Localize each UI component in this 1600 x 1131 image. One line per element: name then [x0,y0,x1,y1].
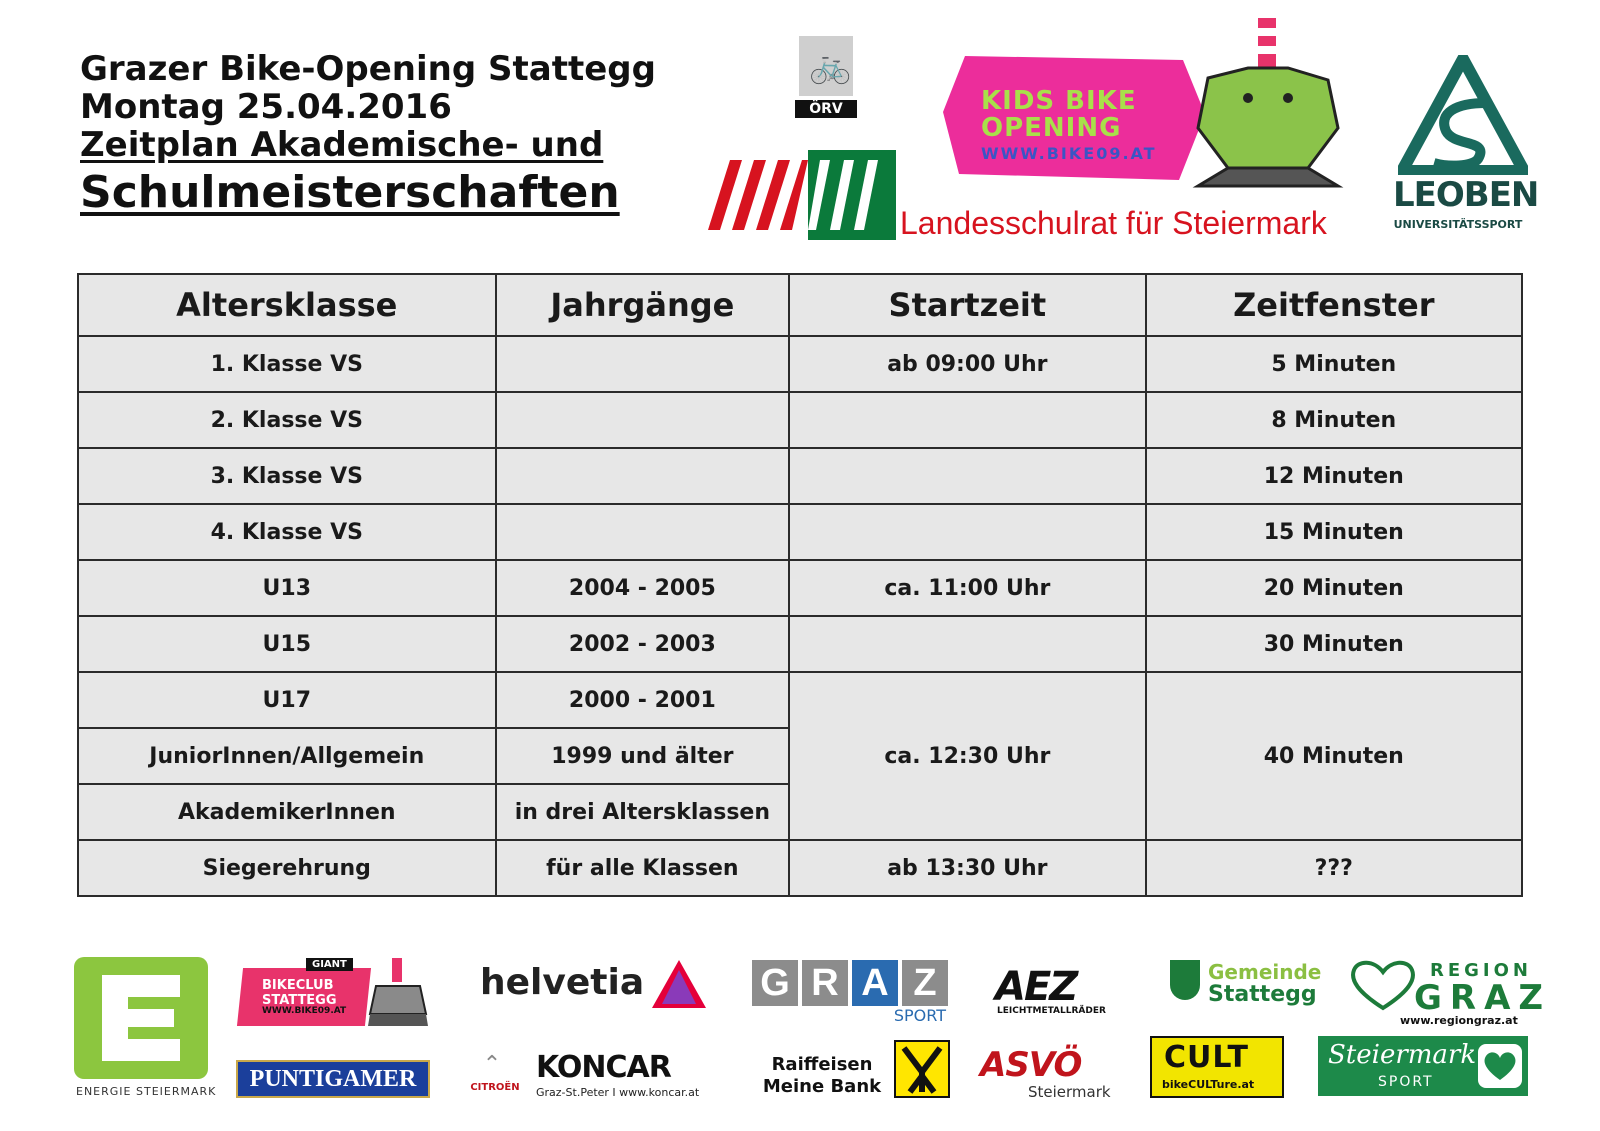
graz-tile-g: G [752,960,798,1006]
orv-logo [793,36,859,118]
table-row [78,336,1522,392]
cell-klasse: 1. Klasse VS [78,336,496,392]
helvetia-triangle-icon [652,960,706,1008]
helvetia-wordmark: helvetia [480,962,645,1003]
cell-fenster: ??? [1146,840,1522,896]
leoben-logo [1393,55,1539,235]
cell-jahrgang: 1999 und älter [496,728,790,784]
energie-caption: ENERGIE STEIERMARK [76,1085,217,1098]
cell-klasse: JuniorInnen/Allgemein [78,728,496,784]
raiffeisen-logo [762,1040,952,1100]
graz-sport-caption: SPORT [893,1006,946,1025]
cell-klasse: U15 [78,616,496,672]
col-header-altersklasse: Altersklasse [78,274,496,336]
cell-jahrgang: für alle Klassen [496,840,790,896]
title-block [80,50,700,218]
citroen-chevron-icon: ⌃ [482,1052,502,1077]
aez-wordmark: AEZ [995,964,1077,1010]
cell-jahrgang: 2002 - 2003 [496,616,790,672]
table-row [78,392,1522,448]
cult-wordmark: CULT [1164,1040,1249,1075]
cell-fenster: 8 Minuten [1146,392,1522,448]
region-line1: REGION [1430,960,1532,981]
table-row [78,504,1522,560]
bikeclub-line1: BIKECLUB [262,978,334,993]
raiffeisen-line1: Raiffeisen [771,1054,873,1075]
koncar-wordmark: KONCAR [536,1050,671,1085]
helvetia-logo [480,960,710,1010]
energie-steiermark-logo [74,957,217,1102]
cell-start [789,504,1145,560]
heart-outline-icon [1348,958,1418,1012]
table-row [78,672,1522,728]
gemeinde-line1: Gemeinde [1208,960,1322,984]
kids-url: WWW.BIKE09.AT [981,144,1157,163]
cell-fenster: 15 Minuten [1146,504,1522,560]
cell-start-merged: ca. 12:30 Uhr [789,672,1145,840]
puntigamer-logo: PUNTIGAMER [236,1060,430,1098]
cell-start [789,392,1145,448]
bikeclub-url: WWW.BIKE09.AT [262,1006,347,1016]
cell-start: ab 13:30 Uhr [789,840,1145,896]
aez-caption: LEICHTMETALLRÄDER [997,1006,1106,1016]
cell-jahrgang [496,336,790,392]
col-header-jahrgaenge: Jahrgänge [496,274,790,336]
cell-klasse: U13 [78,560,496,616]
cell-start [789,616,1145,672]
cell-klasse: 4. Klasse VS [78,504,496,560]
kids-bike-opening-logo [943,18,1363,198]
asvo-logo [980,1045,1120,1100]
leoben-name: LEOBEN [1393,175,1539,215]
col-header-zeitfenster: Zeitfenster [1146,274,1522,336]
cell-jahrgang: in drei Altersklassen [496,784,790,840]
leoben-sub: UNIVERSITÄTSSPORT [1393,218,1523,231]
col-header-startzeit: Startzeit [789,274,1145,336]
gemeinde-line2: Stattegg [1208,982,1317,1007]
cell-jahrgang [496,448,790,504]
koncar-logo [462,1050,712,1100]
koncar-sub: Graz-St.Peter I www.koncar.at [536,1086,700,1099]
graz-tile-a: A [852,960,898,1006]
region-line2: GRAZ [1414,978,1552,1018]
stripes-icon [708,150,808,240]
bikeclub-stattegg-logo [240,958,430,1028]
citroen-label: CITROËN [470,1082,520,1093]
cell-fenster: 5 Minuten [1146,336,1522,392]
raiffeisen-line2: Meine Bank [762,1076,882,1097]
asvo-caption: Steiermark [1028,1083,1111,1101]
mascot-icon [1188,18,1348,188]
energie-e-icon [74,957,208,1079]
table-row [78,448,1522,504]
steiermark-sport-logo [1318,1036,1528,1096]
cyclist-icon: 🚲 [809,46,852,86]
cell-klasse: 3. Klasse VS [78,448,496,504]
schedule-table [77,273,1523,897]
table-row [78,840,1522,896]
cell-start: ab 09:00 Uhr [789,336,1145,392]
giant-label: GIANT [306,958,353,971]
steiermark-caption: SPORT [1378,1074,1434,1090]
cell-klasse: Siegerehrung [78,840,496,896]
cult-caption: bikeCULTure.at [1162,1078,1255,1091]
cell-start: ca. 11:00 Uhr [789,560,1145,616]
mountain-icon [1398,55,1528,175]
region-graz-logo [1348,958,1552,1028]
cell-jahrgang [496,392,790,448]
graz-tile-r: R [802,960,848,1006]
kids-line2: OPENING [981,113,1122,143]
kids-line1: KIDS BIKE [981,86,1137,116]
shield-icon [1170,960,1200,1000]
aez-logo [995,964,1135,1014]
cell-jahrgang [496,504,790,560]
schedule-heading: Schulmeisterschaften [80,167,620,219]
region-url: www.regiongraz.at [1400,1014,1518,1027]
gemeinde-stattegg-logo [1170,960,1320,1010]
table-row [78,616,1522,672]
bikeclub-line2: STATTEGG [262,993,337,1008]
cell-klasse: AkademikerInnen [78,784,496,840]
cell-jahrgang: 2000 - 2001 [496,672,790,728]
heart-icon [1478,1044,1522,1088]
cell-fenster-merged: 40 Minuten [1146,672,1522,840]
table-header-row [78,274,1522,336]
raiffeisen-gable-icon [896,1042,948,1096]
cell-fenster: 20 Minuten [1146,560,1522,616]
orv-label: ÖRV [795,100,857,118]
cell-klasse: 2. Klasse VS [78,392,496,448]
cell-jahrgang: 2004 - 2005 [496,560,790,616]
event-date: Montag 25.04.2016 [80,87,452,128]
cell-fenster: 30 Minuten [1146,616,1522,672]
schedule-subtitle: Zeitplan Akademische- und [80,125,604,166]
cell-start [789,448,1145,504]
steiermark-wordmark: Steiermark [1328,1040,1477,1070]
table-row [78,560,1522,616]
cell-klasse: U17 [78,672,496,728]
cult-logo [1150,1036,1284,1098]
event-title: Grazer Bike-Opening Stattegg [80,49,656,89]
mascot-icon [368,958,428,1028]
graz-tile-z: Z [902,960,948,1006]
graz-sport-logo [752,960,952,1025]
asvo-wordmark: ASVÖ [980,1045,1082,1085]
cell-fenster: 12 Minuten [1146,448,1522,504]
landesschulrat-name: Landesschulrat für Steiermark [900,205,1327,241]
